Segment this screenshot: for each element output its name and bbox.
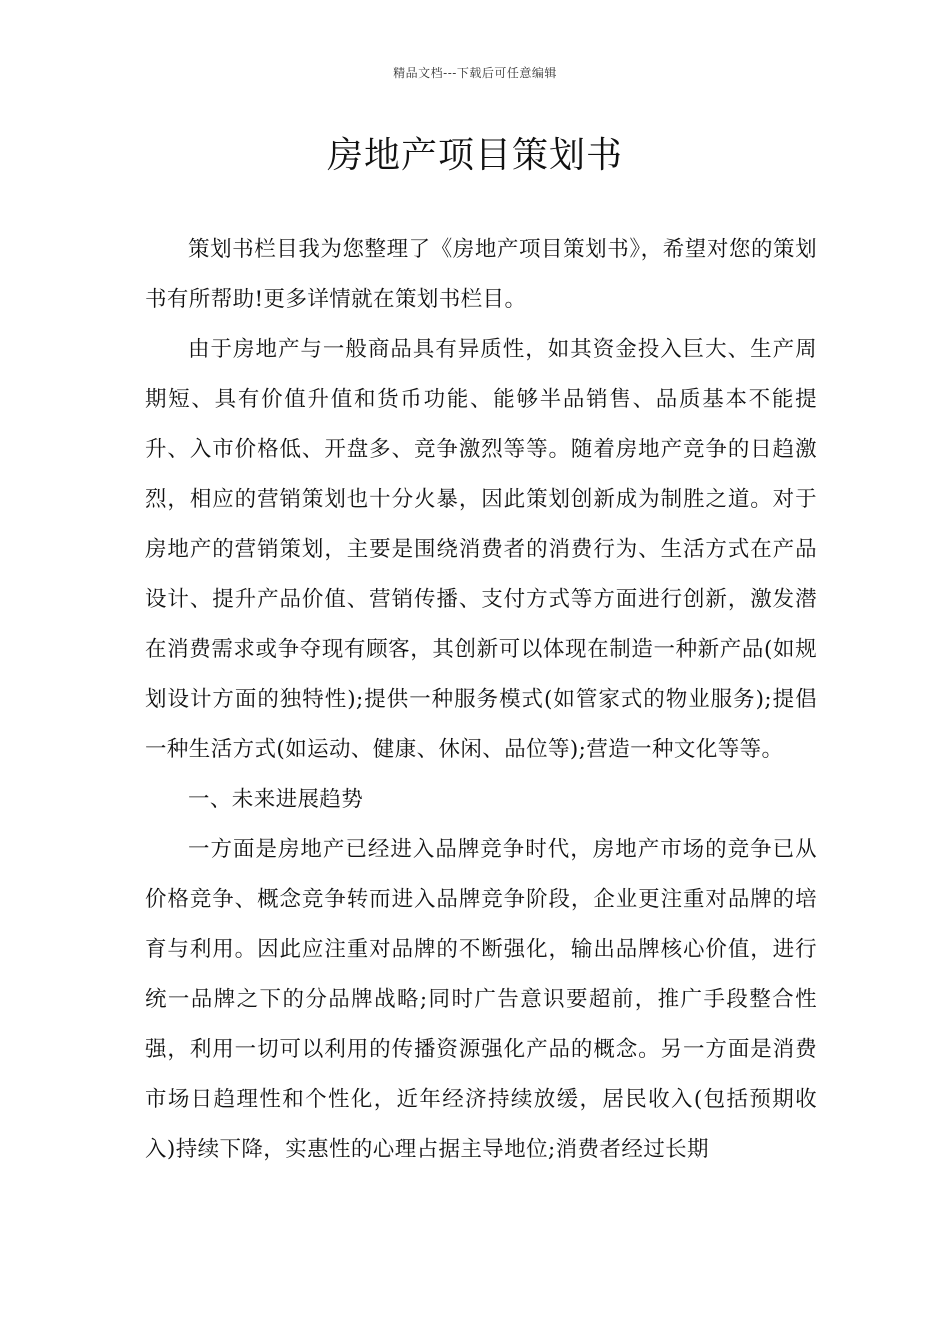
paragraph-intro: 策划书栏目我为您整理了《房地产项目策划书》，希望对您的策划书有所帮助!更多详情就在策划书栏目。 xyxy=(145,237,817,312)
header-note: 精品文档---下载后可任意编辑 xyxy=(393,66,557,80)
paragraph-trends: 一方面是房地产已经进入品牌竞争时代，房地产市场的竞争已从价格竞争、概念竞争转而进入品牌竞争阶段，企业更注重对品牌的培育与利用。因此应注重对品牌的不断强化，输出品牌核心价值，进行统一品牌之下的分品牌战略;同时广告意识要超前，推广手段整合性强，利用一切可以利用的传播资源强化产品的概念。另一方面是消费市场日趋理性和个性化，近年经济持续放缓，居民收入(包括预期收入)持续下降，实惠性的心理占据主导地位;消费者经过长期 xyxy=(145,837,817,1162)
document-title: 房地产项目策划书 xyxy=(326,135,623,176)
section-heading-trends: 一、未来进展趋势 xyxy=(188,787,364,812)
document-body xyxy=(145,225,817,1175)
paragraph-background: 由于房地产与一般商品具有异质性，如其资金投入巨大、生产周期短、具有价值升值和货币功能、能够半品销售、品质基本不能提升、入市价格低、开盘多、竞争激烈等等。随着房地产竞争的日趋激烈，相应的营销策划也十分火暴，因此策划创新成为制胜之道。对于房地产的营销策划，主要是围绕消费者的消费行为、生活方式在产品设计、提升产品价值、营销传播、支付方式等方面进行创新，激发潜在消费需求或争夺现有顾客，其创新可以体现在制造一种新产品(如规划设计方面的独特性);提供一种服务模式(如管家式的物业服务);提倡一种生活方式(如运动、健康、休闲、品位等);营造一种文化等等。 xyxy=(145,337,817,762)
